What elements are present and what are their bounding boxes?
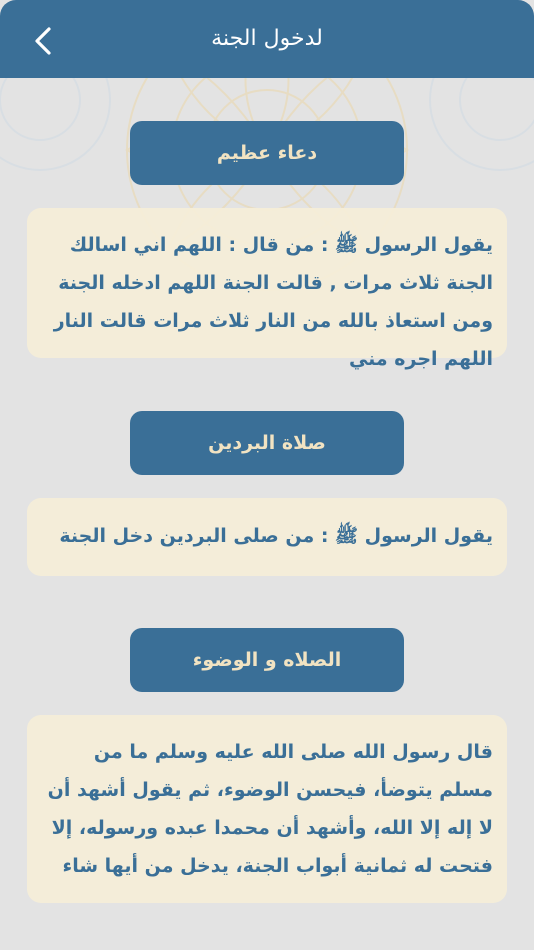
section-button-great-dua[interactable]: دعاء عظيم <box>130 121 404 185</box>
section-text-bardain-prayer: يقول الرسول ﷺ : من صلى البردين دخل الجنة <box>27 498 507 576</box>
section-button-prayer-wudu[interactable]: الصلاه و الوضوء <box>130 628 404 692</box>
page-title: لدخول الجنة <box>211 26 323 51</box>
app-header <box>0 0 534 78</box>
section-text-prayer-wudu: قال رسول الله صلى الله عليه وسلم ما من مسلم يتوضأ، فيحسن الوضوء، ثم يقول أشهد أن لا إله إلا الله، وأشهد أن محمدا عبده ورسوله، إلا فتحت له ثمانية أبواب الجنة، يدخل من أيها شاء <box>27 715 507 903</box>
section-text-great-dua: يقول الرسول ﷺ : من قال : اللهم اني اسالك الجنة ثلاث مرات , قالت الجنة اللهم ادخله الجنة ومن استعاذ بالله من النار ثلاث مرات قالت النار اللهم اجره مني <box>27 208 507 358</box>
section-button-bardain-prayer[interactable]: صلاة البردين <box>130 411 404 475</box>
